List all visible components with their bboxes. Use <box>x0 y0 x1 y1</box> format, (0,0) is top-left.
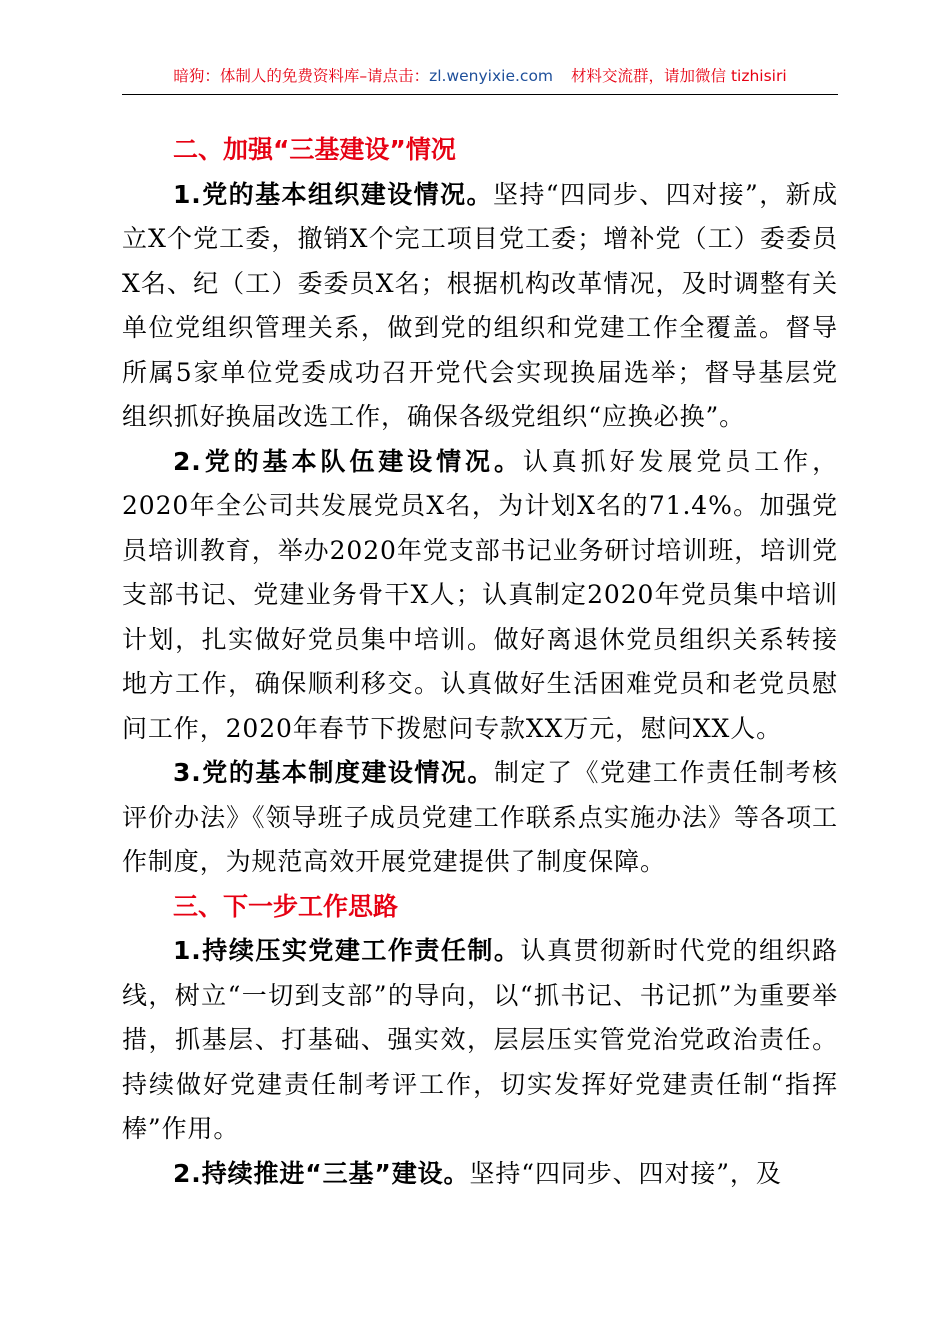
header-url-link[interactable]: zl.wenyixie.com <box>429 67 554 85</box>
paragraph-body: 坚持“四同步、四对接”，及 <box>469 1158 782 1188</box>
section-heading-3: 三、下一步工作思路 <box>173 891 399 921</box>
document-body <box>122 128 838 1196</box>
paragraph-body: 认真抓好发展党员工作，2020年全公司共发展党员X名，为计划X名的71.4%。加强党员培训教育，举办2020年党支部书记业务研讨培训班，培训党支部书记、党建业务骨干X人；认真制定2020年党员集中培训计划，扎实做好党员集中培训。做好离退休党员组织关系转接地方工作，确保顺利移交。认真做好生活困难党员和老党员慰问工作，2020年春节下拨慰问专款XX万元，慰问XX人。 <box>122 446 839 743</box>
header-click-prompt: –请点击： <box>359 67 430 85</box>
paragraph-lead: 3.党的基本制度建设情况。 <box>173 758 494 787</box>
paragraph-lead: 1.持续压实党建工作责任制。 <box>173 936 521 965</box>
paragraph <box>122 1152 838 1197</box>
paragraph <box>122 751 838 885</box>
paragraph-body: 坚持“四同步、四对接”，新成立X个党工委，撤销X个完工项目党工委；增补党（工）委委员X名、纪（工）委委员X名；根据机构改革情况，及时调整有关单位党组织管理关系，做到党的组织和党建工作全覆盖。督导所属5家单位党委成功召开党代会实现换届选举；督导基层党组织抓好换届改选工作，确保各级党组织“应换必换”。 <box>122 179 838 431</box>
header-site-name: 暗狗：体制人的免费资料库 <box>173 67 360 85</box>
paragraph-lead: 1.党的基本组织建设情况。 <box>173 179 493 209</box>
paragraph-body: 制定了《党建工作责任制考核评价办法》《领导班子成员党建工作联系点实施办法》等各项工作制度，为规范高效开展党建提供了制度保障。 <box>122 758 839 876</box>
header-contact-note: 材料交流群，请加微信 tizhisiri <box>571 67 787 85</box>
page-header <box>122 64 838 95</box>
paragraph-lead: 2.持续推进“三基”建设。 <box>173 1158 470 1188</box>
section-heading-2: 二、加强“三基建设”情况 <box>173 135 456 164</box>
paragraph-body: 认真贯彻新时代党的组织路线，树立“一切到支部”的导向，以“抓书记、书记抓”为重要举措，抓基层、打基础、强实效，层层压实管党治党政治责任。持续做好党建责任制考评工作，切实发挥好党建责任制“指挥棒”作用。 <box>122 936 838 1143</box>
paragraph-lead: 2.党的基本队伍建设情况。 <box>173 446 523 476</box>
paragraph <box>122 173 838 440</box>
paragraph <box>122 929 838 1152</box>
paragraph <box>122 440 838 752</box>
